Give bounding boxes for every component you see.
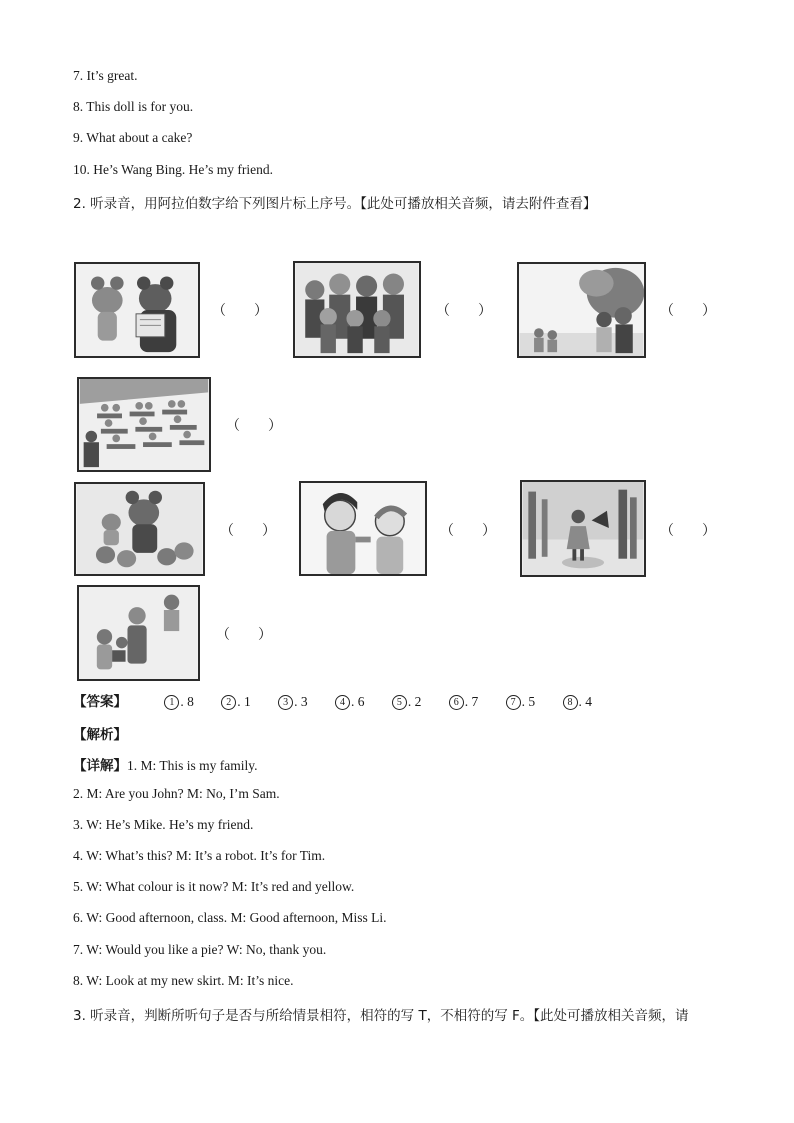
detail-line: 7. W: Would you like a pie? W: No, thank you. — [73, 942, 327, 957]
mouse-family-illustration — [76, 484, 203, 574]
detail-label: 【详解】 — [73, 758, 127, 774]
detail-line: 4. W: What’s this? M: It’s a robot. It’s for Tim. — [73, 848, 326, 863]
answer-label: 【答案】 — [73, 694, 127, 710]
answer-item: 8 . 4 — [563, 694, 593, 710]
answer-bracket: （ ） — [440, 523, 496, 539]
teacher-children-illustration — [79, 587, 198, 679]
answer-item: 2 . 1 — [221, 694, 251, 710]
detail-line: 3. W: He’s Mike. He’s my friend. — [73, 817, 254, 832]
question-heading: 3. 听录音，判断所听句子是否与所给情景相符，相符的写 T，不相符的写 F。【此处可播放相关音频，请 — [73, 1008, 689, 1024]
answer-item: 3 . 3 — [278, 694, 308, 710]
picture-outdoor-scene — [517, 262, 646, 358]
question-heading: 2. 听录音，用阿拉伯数字给下列图片标上序号。【此处可播放相关音频，请去附件查看】 — [73, 196, 597, 212]
answer-row — [73, 690, 592, 710]
picture-mouse-family — [74, 482, 205, 576]
text-line: 9. What about a cake? — [73, 130, 193, 145]
picture-girl-in-forest — [520, 480, 646, 577]
detail-line: 5. W: What colour is it now? M: It’s red and yellow. — [73, 879, 355, 894]
picture-teacher-and-children — [77, 585, 200, 681]
answer-bracket: （ ） — [212, 303, 268, 319]
detail-line: 2. M: Are you John? M: No, I’m Sam. — [73, 786, 280, 801]
answer-bracket: （ ） — [660, 523, 716, 539]
text-line: 10. He’s Wang Bing. He’s my friend. — [73, 162, 274, 177]
detail-line: 8. W: Look at my new skirt. M: It’s nice. — [73, 973, 294, 988]
two-girls-illustration — [301, 483, 425, 574]
picture-family-group — [293, 261, 421, 358]
answer-bracket: （ ） — [216, 627, 272, 643]
answer-bracket: （ ） — [220, 523, 276, 539]
answer-item: 6 . 7 — [449, 694, 479, 710]
detail-line: 6. W: Good afternoon, class. M: Good afternoon, Miss Li. — [73, 910, 387, 925]
family-group-illustration — [295, 263, 419, 356]
analysis-label: 【解析】 — [73, 727, 127, 743]
picture-two-mice-reading — [74, 262, 200, 358]
detail-line: 【详解】1. M: This is my family. — [73, 758, 258, 774]
text-line: 8. This doll is for you. — [73, 99, 194, 114]
mice-reading-illustration — [76, 264, 198, 356]
picture-classroom — [77, 377, 211, 472]
answer-bracket: （ ） — [436, 303, 492, 319]
answer-item: 1 . 8 — [164, 694, 194, 710]
classroom-illustration — [79, 379, 209, 470]
outdoor-scene-illustration — [519, 264, 644, 356]
answer-bracket: （ ） — [660, 303, 716, 319]
answer-item: 7 . 5 — [506, 694, 536, 710]
answer-item: 5 . 2 — [392, 694, 422, 710]
answer-bracket: （ ） — [226, 418, 282, 434]
answer-item: 4 . 6 — [335, 694, 365, 710]
picture-two-girls-talking — [299, 481, 427, 576]
girl-forest-illustration — [522, 482, 644, 575]
text-line: 7. It’s great. — [73, 68, 138, 83]
